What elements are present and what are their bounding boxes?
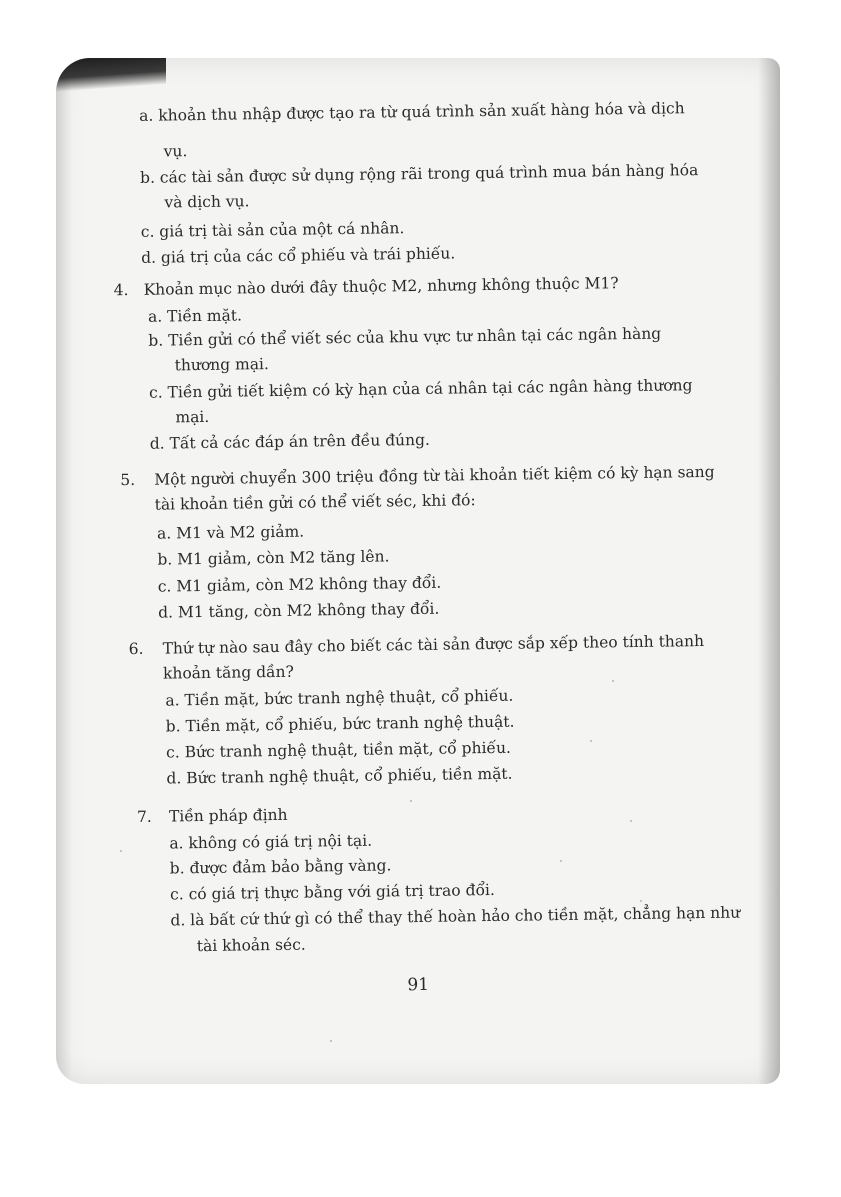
q4-number: 4. (113, 281, 129, 300)
q6-text-line2: khoản tăng dần? (162, 662, 294, 683)
scan-speck (410, 800, 412, 802)
q7-option-d-line1: d. là bất cứ thứ gì có thể thay thế hoàn hảo cho tiền mặt, chẳng hạn như (170, 903, 741, 930)
q5-text-line1: Một người chuyển 300 triệu đồng từ tài khoản tiết kiệm có kỳ hạn sang (154, 462, 715, 489)
q4-option-c-line2: mại. (175, 407, 210, 427)
q5-option-a: a. M1 và M2 giảm. (156, 522, 305, 543)
q4-option-a: a. Tiền mặt. (147, 306, 243, 326)
q3-option-c: c. giá trị tài sản của một cá nhân. (140, 219, 405, 241)
q4-option-d: d. Tất cả các đáp án trên đều đúng. (149, 430, 431, 453)
q6-option-b: b. Tiền mặt, cổ phiếu, bức tranh nghệ thuật. (165, 712, 515, 736)
q6-number: 6. (128, 639, 144, 659)
q7-option-d-line2: tài khoản séc. (196, 935, 306, 956)
q3-option-b-line2: và dịch vụ. (164, 192, 250, 212)
scan-speck (612, 680, 614, 682)
scan-speck (590, 740, 592, 742)
q3-option-b-line1: b. các tài sản được sử dụng rộng rãi trong quá trình mua bán hàng hóa (139, 161, 699, 187)
q4-option-c-line1: c. Tiền gửi tiết kiệm có kỳ hạn của cá nhân tại các ngân hàng thương (148, 376, 693, 402)
q7-number: 7. (136, 807, 152, 826)
q5-number: 5. (120, 470, 136, 490)
q3-option-a-line1: a. khoản thu nhập được tạo ra từ quá trình sản xuất hàng hóa và dịch (139, 99, 685, 125)
scan-speck (640, 900, 642, 902)
q5-option-d: d. M1 tăng, còn M2 không thay đổi. (158, 599, 440, 622)
q4-text: Khoản mục nào dưới đây thuộc M2, nhưng không thuộc M1? (143, 274, 619, 299)
q3-option-d: d. giá trị của các cổ phiếu và trái phiếu. (141, 244, 456, 267)
q5-text-line2: tài khoản tiền gửi có thể viết séc, khi đó: (154, 491, 476, 514)
scan-speck (630, 820, 632, 822)
q3-option-a-line2: vụ. (163, 142, 188, 161)
q4-option-b-line1: b. Tiền gửi có thể viết séc của khu vực tư nhân tại các ngân hàng (148, 324, 662, 350)
q7-option-a: a. không có giá trị nội tại. (169, 831, 373, 853)
page-number: 91 (407, 974, 430, 996)
scan-speck (120, 850, 122, 852)
q7-text: Tiền pháp định (168, 805, 288, 826)
q6-option-a: a. Tiền mặt, bức tranh nghệ thuật, cổ phiếu. (165, 686, 514, 710)
q7-option-b: b. được đảm bảo bằng vàng. (169, 856, 392, 878)
q5-option-b: b. M1 giảm, còn M2 tăng lên. (157, 547, 390, 569)
q6-option-c: c. Bức tranh nghệ thuật, tiền mặt, cổ phiếu. (165, 738, 512, 762)
scan-speck (560, 860, 562, 862)
q6-text-line1: Thứ tự nào sau đây cho biết các tài sản được sắp xếp theo tính thanh (162, 632, 705, 658)
q7-option-c: c. có giá trị thực bằng với giá trị trao đổi. (169, 880, 495, 904)
q5-option-c: c. M1 giảm, còn M2 không thay đổi. (157, 573, 442, 596)
scan-speck (330, 1040, 332, 1042)
q4-option-b-line2: thương mại. (174, 355, 270, 375)
q6-option-d: d. Bức tranh nghệ thuật, cổ phiếu, tiền mặt. (166, 764, 513, 788)
